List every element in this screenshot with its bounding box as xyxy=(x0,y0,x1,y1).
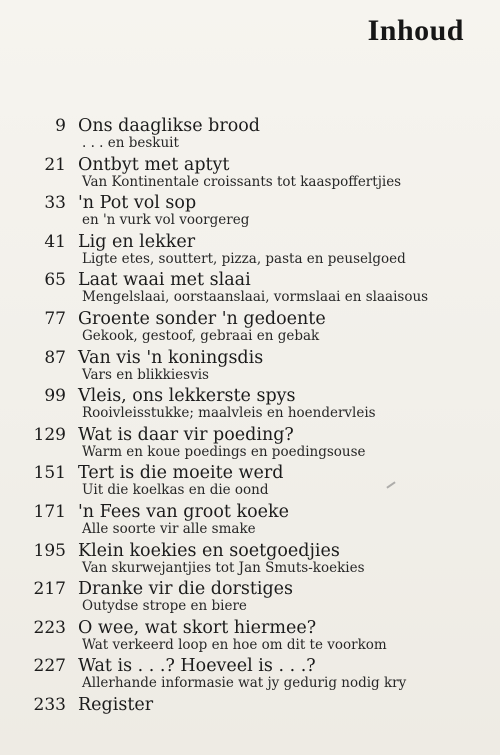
toc-entry xyxy=(0,309,480,348)
toc-chapter-title: Vleis, ons lekkerste spys xyxy=(78,386,296,407)
toc-page-number: 151 xyxy=(33,463,66,484)
toc-chapter-subtitle: en 'n vurk vol voorgereg xyxy=(82,212,250,229)
toc-entry xyxy=(0,502,480,541)
toc-page-number: 21 xyxy=(44,154,66,175)
toc-chapter-title: Van vis 'n koningsdis xyxy=(78,347,264,368)
toc-page-number: 41 xyxy=(44,231,66,252)
toc-page-number: 99 xyxy=(44,386,66,407)
toc-chapter-subtitle: . . . en beskuit xyxy=(82,135,179,151)
toc-entry xyxy=(0,695,480,734)
toc-entry xyxy=(0,155,480,194)
toc-chapter-title: Ontbyt met aptyt xyxy=(78,154,230,175)
toc-entry xyxy=(0,463,480,502)
toc-chapter-subtitle: Mengelslaai, oorstaanslaai, vormslaai en slaaisous xyxy=(82,289,429,306)
toc-chapter-title: Register xyxy=(78,694,154,715)
toc-page-number: 87 xyxy=(44,347,66,368)
toc-chapter-title: Wat is . . .? Hoeveel is . . .? xyxy=(78,656,316,677)
toc-page-number: 195 xyxy=(33,540,66,561)
toc-page-number: 65 xyxy=(44,270,66,291)
toc-chapter-title: Ons daaglikse brood xyxy=(78,116,260,136)
toc-page-number: 217 xyxy=(33,579,66,600)
table-of-contents xyxy=(0,116,480,734)
toc-chapter-subtitle: Allerhande informasie wat jy gedurig nodig kry xyxy=(82,675,407,692)
toc-page-number: 33 xyxy=(44,193,66,214)
toc-page-number: 171 xyxy=(33,501,66,522)
toc-chapter-title: 'n Pot vol sop xyxy=(78,193,197,214)
toc-entry xyxy=(0,193,480,232)
toc-chapter-subtitle: Vars en blikkiesvis xyxy=(82,366,209,383)
toc-entry xyxy=(0,232,480,271)
toc-chapter-subtitle: Van Kontinentale croissants tot kaaspoffertjies xyxy=(82,173,402,190)
toc-chapter-subtitle: Uit die koelkas en die oond xyxy=(82,482,269,499)
toc-page-number: 129 xyxy=(33,424,66,445)
toc-chapter-subtitle: Ligte etes, souttert, pizza, pasta en peuselgoed xyxy=(82,250,406,267)
toc-chapter-subtitle: Gekook, gestoof, gebraai en gebak xyxy=(82,327,320,344)
toc-page-number: 223 xyxy=(33,617,66,638)
toc-chapter-subtitle: Rooivleisstukke; maalvleis en hoendervleis xyxy=(82,405,376,422)
toc-chapter-subtitle: Wat verkeerd loop en hoe om dit te voorkom xyxy=(82,636,387,653)
toc-chapter-subtitle: Outydse strope en biere xyxy=(82,598,247,615)
toc-chapter-title: Wat is daar vir poeding? xyxy=(78,424,294,445)
toc-entry xyxy=(0,116,480,155)
toc-chapter-subtitle: Alle soorte vir alle smake xyxy=(82,520,256,537)
toc-chapter-subtitle: Warm en koue poedings en poedingsouse xyxy=(82,443,366,460)
toc-chapter-title: Tert is die moeite werd xyxy=(78,463,284,484)
toc-page-number: 233 xyxy=(33,694,66,715)
toc-entry xyxy=(0,618,480,657)
toc-chapter-subtitle: Van skurwejantjies tot Jan Smuts-koekies xyxy=(82,559,365,576)
toc-entry xyxy=(0,579,480,618)
toc-chapter-title: Klein koekies en soetgoedjies xyxy=(78,540,340,561)
toc-page-number: 9 xyxy=(55,116,66,136)
toc-chapter-title: Dranke vir die dorstiges xyxy=(78,579,294,600)
toc-entry xyxy=(0,425,480,464)
toc-chapter-title: Groente sonder 'n gedoente xyxy=(78,308,326,329)
page-title: Inhoud xyxy=(367,14,464,47)
toc-chapter-title: Laat waai met slaai xyxy=(78,270,251,291)
toc-entry xyxy=(0,386,480,425)
toc-entry xyxy=(0,348,480,387)
toc-page-number: 227 xyxy=(33,656,66,677)
toc-entry xyxy=(0,270,480,309)
toc-chapter-title: 'n Fees van groot koeke xyxy=(78,501,289,522)
toc-entry xyxy=(0,541,480,580)
toc-chapter-title: O wee, wat skort hiermee? xyxy=(78,617,317,638)
toc-chapter-title: Lig en lekker xyxy=(78,231,196,252)
toc-page-number: 77 xyxy=(44,308,66,329)
toc-entry xyxy=(0,656,480,695)
